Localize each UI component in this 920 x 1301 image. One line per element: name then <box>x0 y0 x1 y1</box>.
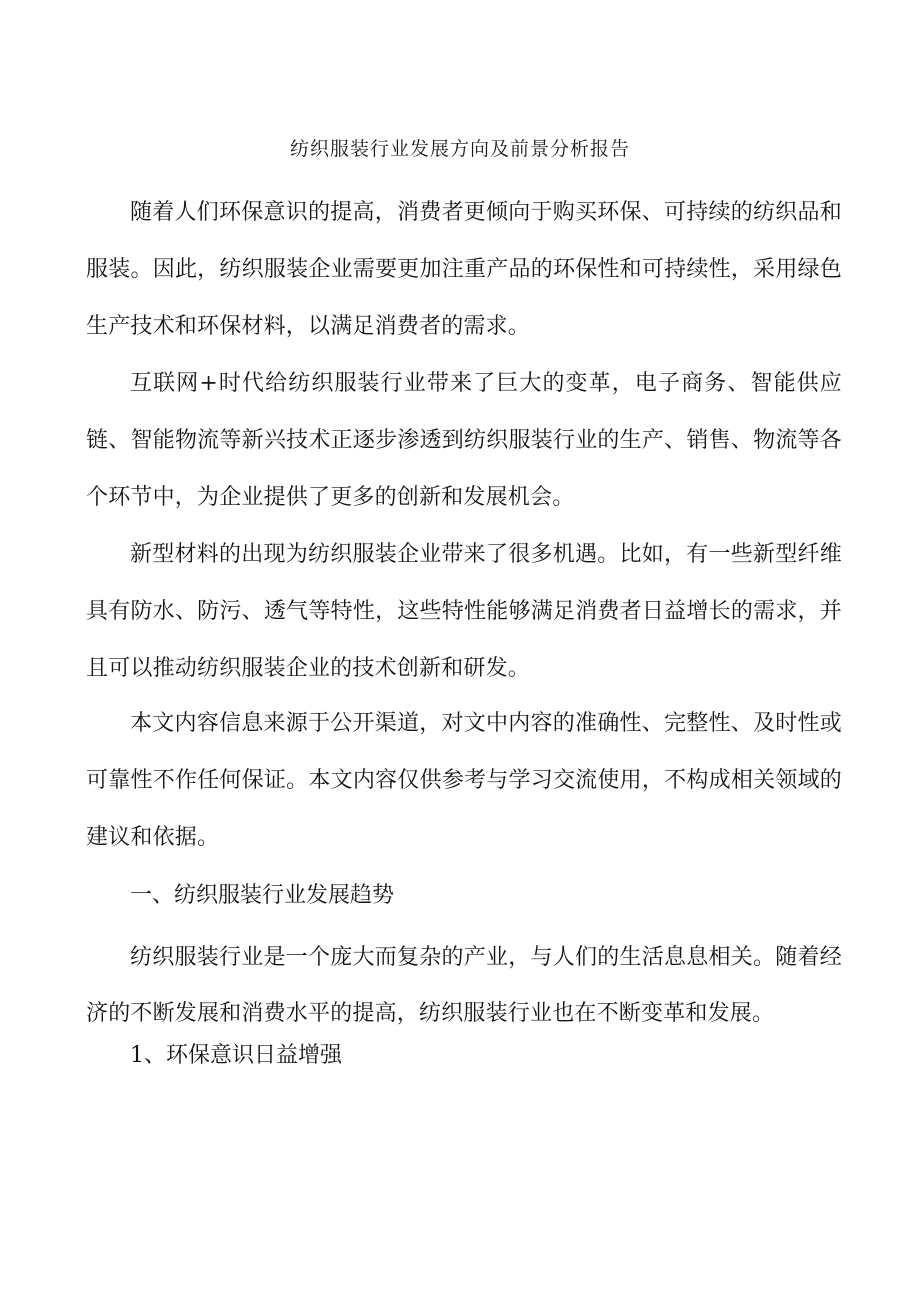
section-heading: 一、纺织服装行业发展趋势 <box>130 883 395 908</box>
paragraph-disclaimer: 本文内容信息来源于公开渠道，对文中内容的准确性、完整性、及时性或可靠性不作任何保证。本文内容仅供参考与学习交流使用，不构成相关领域的建议和依据。 <box>86 711 842 850</box>
paragraph-new-materials: 新型材料的出现为纺织服装企业带来了很多机遇。比如，有一些新型纤维具有防水、防污、透气等特性，这些特性能够满足消费者日益增长的需求，并且可以推动纺织服装企业的技术创新和研发。 <box>86 542 842 681</box>
paragraph-environmental-awareness: 随着人们环保意识的提高，消费者更倾向于购买环保、可持续的纺织品和服装。因此，纺织服装企业需要更加注重产品的环保性和可持续性，采用绿色生产技术和环保材料，以满足消费者的需求。 <box>86 200 842 339</box>
document-title: 纺织服装行业发展方向及前景分析报告 <box>289 138 630 160</box>
paragraph-internet-plus: 互联网+时代给纺织服装行业带来了巨大的变革，电子商务、智能供应链、智能物流等新兴技术正逐步渗透到纺织服装行业的生产、销售、物流等各个环节中，为企业提供了更多的创新和发展机会。 <box>86 371 842 510</box>
section-paragraph: 纺织服装行业是一个庞大而复杂的产业，与人们的生活息息相关。随着经济的不断发展和消费水平的提高，纺织服装行业也在不断变革和发展。 <box>86 945 842 1026</box>
subsection-heading: 1、环保意识日益增强 <box>130 1043 342 1068</box>
